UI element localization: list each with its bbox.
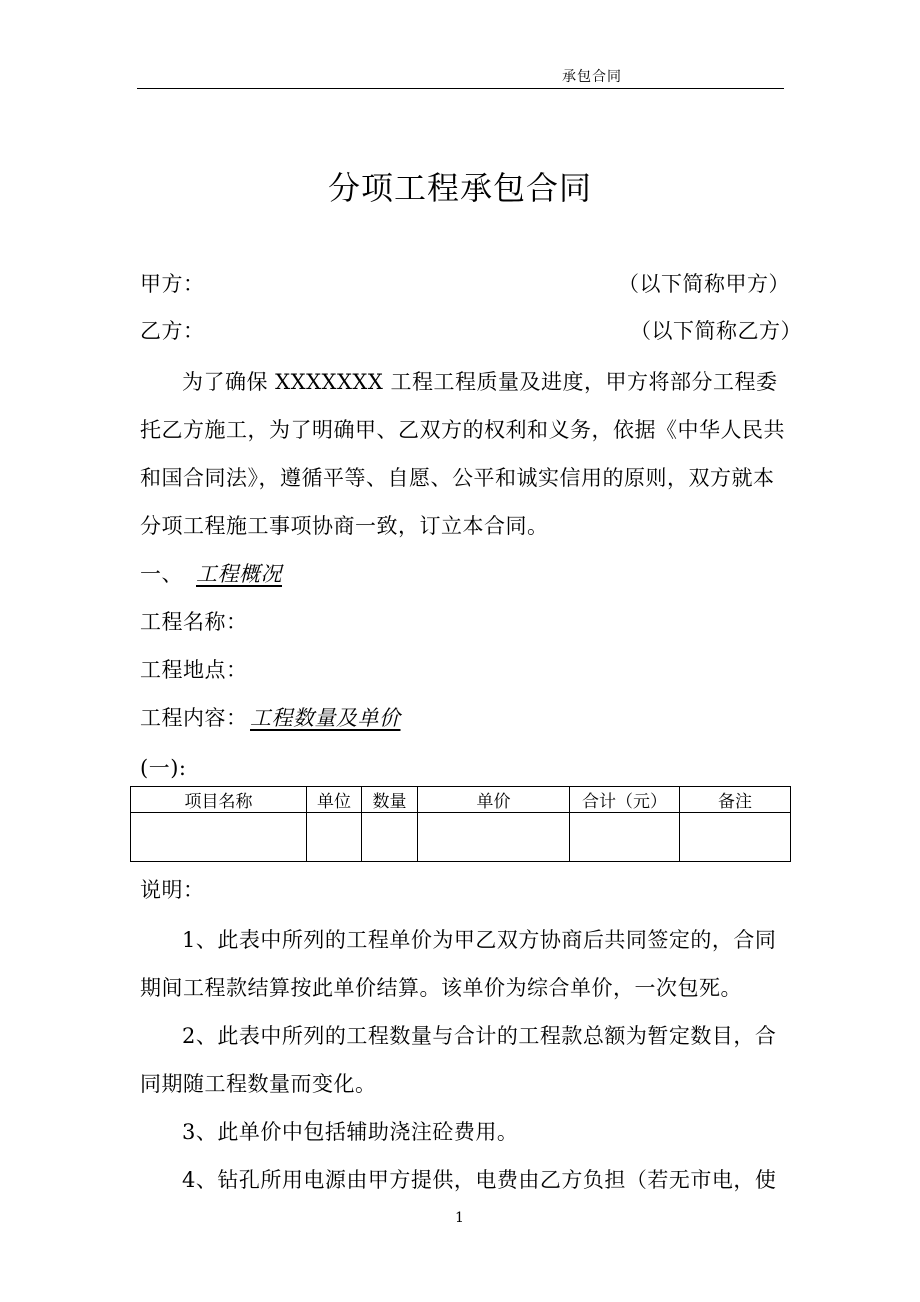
- table-header-cell: 合计（元）: [570, 787, 680, 813]
- party-a-note: （以下简称甲方）: [618, 272, 790, 296]
- party-b-note: （以下简称乙方）: [630, 319, 802, 343]
- header-rule: [137, 88, 784, 89]
- intro-line: 为了确保 XXXXXXX 工程工程质量及进度，甲方将部分工程委: [182, 370, 778, 394]
- note-line: 3、此单价中包括辅助浇注砼费用。: [182, 1120, 519, 1144]
- project-name-label: 工程名称：: [140, 610, 248, 634]
- table-cell: [131, 813, 307, 862]
- page-header-text: 承包合同: [562, 69, 622, 85]
- table-header-cell: 项目名称: [131, 787, 307, 813]
- note-line: 1、此表中所列的工程单价为甲乙双方协商后共同签定的，合同: [182, 928, 777, 952]
- subsection-label: (一):: [140, 756, 187, 780]
- intro-line: 和国合同法》，遵循平等、自愿、公平和诚实信用的原则，双方就本: [140, 466, 775, 490]
- table-cell: [570, 813, 680, 862]
- table-header-cell: 数量: [362, 787, 418, 813]
- section-title: 工程概况: [196, 562, 282, 586]
- table-cell: [418, 813, 570, 862]
- note-line: 2、此表中所列的工程数量与合计的工程款总额为暂定数目，合: [182, 1024, 777, 1048]
- notes-label: 说明：: [140, 878, 205, 902]
- table-header-row: [131, 787, 791, 813]
- table-cell: [680, 813, 791, 862]
- party-a-label: 甲方：: [140, 272, 205, 296]
- quantity-price-table: [130, 786, 791, 862]
- project-location-label: 工程地点：: [140, 658, 248, 682]
- party-b-label: 乙方：: [140, 319, 205, 343]
- table-row: [131, 813, 791, 862]
- table-header-cell: 备注: [680, 787, 791, 813]
- note-line: 期间工程款结算按此单价结算。该单价为综合单价，一次包死。: [140, 976, 742, 1000]
- table-header-cell: 单位: [307, 787, 362, 813]
- note-line: 同期随工程数量而变化。: [140, 1072, 377, 1096]
- intro-line: 托乙方施工，为了明确甲、乙双方的权利和义务，依据《中华人民共: [140, 418, 785, 442]
- table-cell: [307, 813, 362, 862]
- page-number: 1: [455, 1210, 464, 1226]
- project-content-value: 工程数量及单价: [250, 706, 401, 730]
- document-title: 分项工程承包合同: [327, 169, 592, 207]
- section-number: 一、: [140, 562, 183, 586]
- table-header-cell: 单价: [418, 787, 570, 813]
- intro-line: 分项工程施工事项协商一致，订立本合同。: [140, 514, 549, 538]
- project-content-label: 工程内容：: [140, 706, 248, 730]
- note-line: 4、钻孔所用电源由甲方提供，电费由乙方负担（若无市电，使: [182, 1168, 777, 1192]
- table-cell: [362, 813, 418, 862]
